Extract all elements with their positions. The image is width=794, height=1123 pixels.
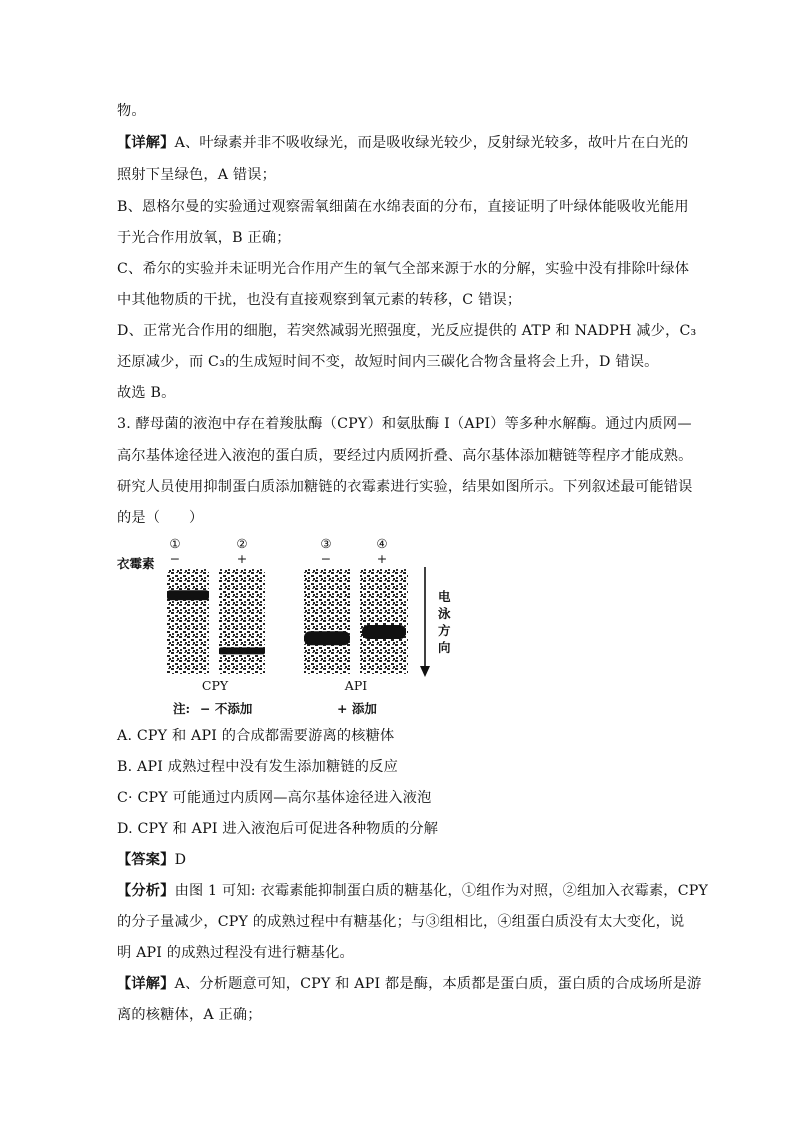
answer-value: D — [174, 852, 187, 868]
electrophoresis-figure — [115, 532, 475, 722]
lane-sign: + — [376, 551, 388, 566]
text-line: 【详解】A、叶绿素并非不吸收绿光，而是吸收绿光较少，反射绿光较多，故叶片在白光的 — [117, 135, 689, 151]
option-b: B. API 成熟过程中没有发生添加糖链的反应 — [117, 759, 398, 775]
group-label-cpy: CPY — [201, 678, 229, 693]
arrow-label: 方 — [438, 623, 451, 638]
question-text: 的是（ ） — [117, 510, 204, 526]
arrow-head-icon — [420, 666, 430, 677]
text-line: 照射下呈绿色，A 错误； — [117, 167, 277, 183]
gel-lane-1 — [167, 569, 209, 674]
text-line: 于光合作用放氧，B 正确； — [117, 230, 291, 246]
lane-number: ② — [236, 536, 248, 551]
option-a: A. CPY 和 API 的合成都需要游离的核糖体 — [117, 728, 395, 744]
gel-lane-4 — [360, 569, 408, 674]
gel-lane-2 — [219, 569, 265, 674]
analysis-line: 【分析】由图 1 可知: 衣霉素能抑制蛋白质的糖基化，①组作为对照，②组加入衣霉素，CPY — [117, 883, 709, 899]
note-prefix: 注: — [173, 701, 191, 716]
lane-sign: − — [320, 551, 332, 566]
section-label: 【详解】 — [117, 976, 175, 992]
question-text: 高尔基体途径进入液泡的蛋白质，要经过内质网折叠、高尔基体添加糖链等程序才能成熟。 — [117, 448, 693, 464]
lane-sign: − — [169, 551, 181, 566]
text-line: B、恩格尔曼的实验通过观察需氧细菌在水绵表面的分布，直接证明了叶绿体能吸收光能用 — [117, 199, 689, 215]
gel-lane-3 — [304, 569, 350, 674]
answer-line — [117, 850, 687, 870]
arrow-label: 泳 — [438, 606, 451, 621]
question-text: 研究人员使用抑制蛋白质添加糖链的衣霉素进行实验，结果如图所示。下列叙述最可能错误 — [117, 479, 693, 495]
question-text: 3. 酵母菌的液泡中存在着羧肽酶（CPY）和氨肽酶 I（API）等多种水解酶。通过内质网— — [117, 416, 692, 432]
arrow-label: 向 — [438, 640, 451, 655]
text-line: D、正常光合作用的细胞，若突然减弱光照强度，光反应提供的 ATP 和 NADPH 减少，C₃ — [117, 323, 697, 339]
lane-number: ① — [169, 536, 181, 551]
group-label-api: API — [344, 678, 368, 693]
protein-band — [167, 590, 209, 600]
analysis-line: 【详解】A、分析题意可知，CPY 和 API 都是酶，本质都是蛋白质，蛋白质的合成场所是游 — [117, 976, 702, 992]
section-label: 【详解】 — [117, 135, 175, 151]
text-line: 物。 — [117, 103, 146, 119]
text-line: 中其他物质的干扰，也没有直接观察到氧元素的转移，C 错误； — [117, 292, 522, 308]
protein-band — [362, 625, 406, 639]
text-line: 故选 B。 — [117, 385, 176, 401]
note-plus: + 添加 — [337, 701, 377, 716]
section-label: 【答案】 — [117, 852, 175, 868]
option-c: C· CPY 可能通过内质网—高尔基体途径进入液泡 — [117, 790, 432, 806]
analysis-line: 的分子量减少，CPY 的成熟过程中有糖基化；与③组相比，④组蛋白质没有太大变化，说 — [117, 914, 685, 930]
lane-sign: + — [236, 551, 248, 566]
gel-diagram — [115, 532, 475, 722]
text-line: 还原减少，而 C₃的生成短时间不变，故短时间内三碳化合物含量将会上升，D 错误。 — [117, 354, 659, 370]
protein-band — [304, 631, 350, 645]
note-minus: − 不添加 — [200, 701, 253, 716]
option-d: D. CPY 和 API 进入液泡后可促进各种物质的分解 — [117, 821, 439, 837]
lane-number: ④ — [376, 536, 388, 551]
analysis-line: 离的核糖体，A 正确； — [117, 1007, 262, 1023]
section-label: 【分析】 — [117, 883, 175, 899]
text-line: C、希尔的实验并未证明光合作用产生的氧气全部来源于水的分解，实验中没有排除叶绿体 — [117, 261, 690, 277]
analysis-line: 明 API 的成熟过程没有进行糖基化。 — [117, 945, 354, 961]
protein-band — [219, 647, 265, 654]
reagent-label: 衣霉素 — [117, 556, 155, 571]
lane-number: ③ — [320, 536, 332, 551]
arrow-label: 电 — [438, 589, 451, 604]
